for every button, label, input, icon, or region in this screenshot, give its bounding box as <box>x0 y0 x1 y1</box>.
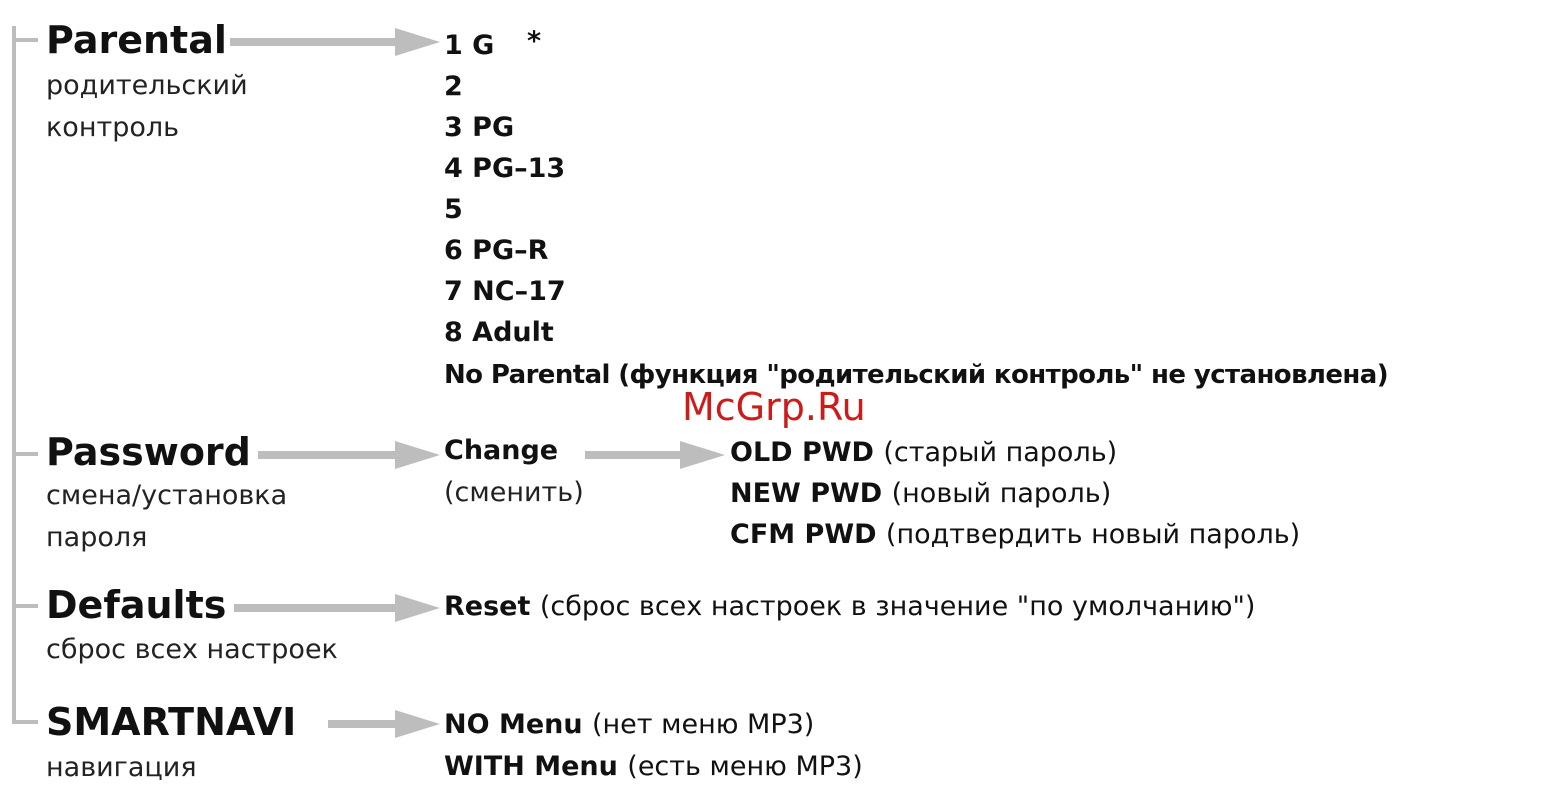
password-old-pwd-desc: (старый пароль) <box>883 437 1118 468</box>
password-arrow-icon <box>258 441 440 469</box>
parental-option-3[interactable]: 3 PG <box>444 112 515 143</box>
smartnavi-arrow-icon <box>328 710 440 738</box>
password-new-pwd-desc: (новый пароль) <box>891 478 1112 509</box>
tree-tick-smartnavi <box>12 720 38 724</box>
parental-option-none[interactable]: No Parental (функция "родительский контроль" не установлена) <box>444 360 1388 390</box>
smartnavi-no-menu-label: NO Menu <box>444 709 583 740</box>
password-old-pwd[interactable] <box>730 437 1117 469</box>
tree-vertical-line <box>12 26 16 724</box>
password-new-pwd[interactable] <box>730 478 1111 510</box>
tree-tick-password <box>12 452 38 456</box>
smartnavi-subtitle: навигация <box>46 752 197 783</box>
smartnavi-with-menu-label: WITH Menu <box>444 751 618 782</box>
parental-option-8[interactable]: 8 Adult <box>444 317 554 348</box>
parental-option-5[interactable]: 5 <box>444 194 463 225</box>
parental-option-1[interactable]: 1 G <box>444 30 495 61</box>
password-subtitle-line2: пароля <box>46 522 148 553</box>
parental-option-7[interactable]: 7 NC–17 <box>444 276 566 307</box>
parental-default-marker: * <box>527 26 542 57</box>
smartnavi-with-menu-desc: (есть меню МР3) <box>627 751 863 782</box>
smartnavi-no-menu-desc: (нет меню МР3) <box>591 709 815 740</box>
smartnavi-title: SMARTNAVI <box>46 700 297 744</box>
parental-option-2[interactable]: 2 <box>444 71 463 102</box>
password-change-option[interactable]: Change <box>444 435 559 466</box>
parental-arrow-icon <box>230 28 440 56</box>
watermark: McGrp.Ru <box>682 385 866 429</box>
defaults-reset-desc: (сброс всех настроек в значение "по умолчанию") <box>539 591 1256 622</box>
password-cfm-pwd-desc: (подтвердить новый пароль) <box>885 519 1301 550</box>
defaults-title: Defaults <box>46 583 227 627</box>
parental-title: Parental <box>46 18 227 62</box>
parental-subtitle-line2: контроль <box>46 112 180 143</box>
tree-tick-parental <box>12 38 38 42</box>
password-cfm-pwd[interactable] <box>730 519 1300 551</box>
defaults-subtitle: сброс всех настроек <box>46 634 338 665</box>
smartnavi-with-menu[interactable] <box>444 751 863 783</box>
defaults-reset-label: Reset <box>444 591 531 622</box>
parental-option-6[interactable]: 6 PG–R <box>444 235 549 266</box>
defaults-reset-option[interactable] <box>444 591 1255 623</box>
parental-option-4[interactable]: 4 PG–13 <box>444 153 566 184</box>
password-old-pwd-label: OLD PWD <box>730 437 874 468</box>
password-new-pwd-label: NEW PWD <box>730 478 883 509</box>
defaults-arrow-icon <box>234 594 440 622</box>
password-title: Password <box>46 430 251 474</box>
password-cfm-pwd-label: CFM PWD <box>730 519 877 550</box>
password-change-arrow-icon <box>585 441 725 469</box>
parental-subtitle-line1: родительский <box>46 70 248 101</box>
smartnavi-no-menu[interactable] <box>444 709 814 741</box>
tree-tick-defaults <box>12 604 38 608</box>
password-subtitle-line1: смена/установка <box>46 480 288 511</box>
password-change-subtitle: (сменить) <box>444 477 584 508</box>
